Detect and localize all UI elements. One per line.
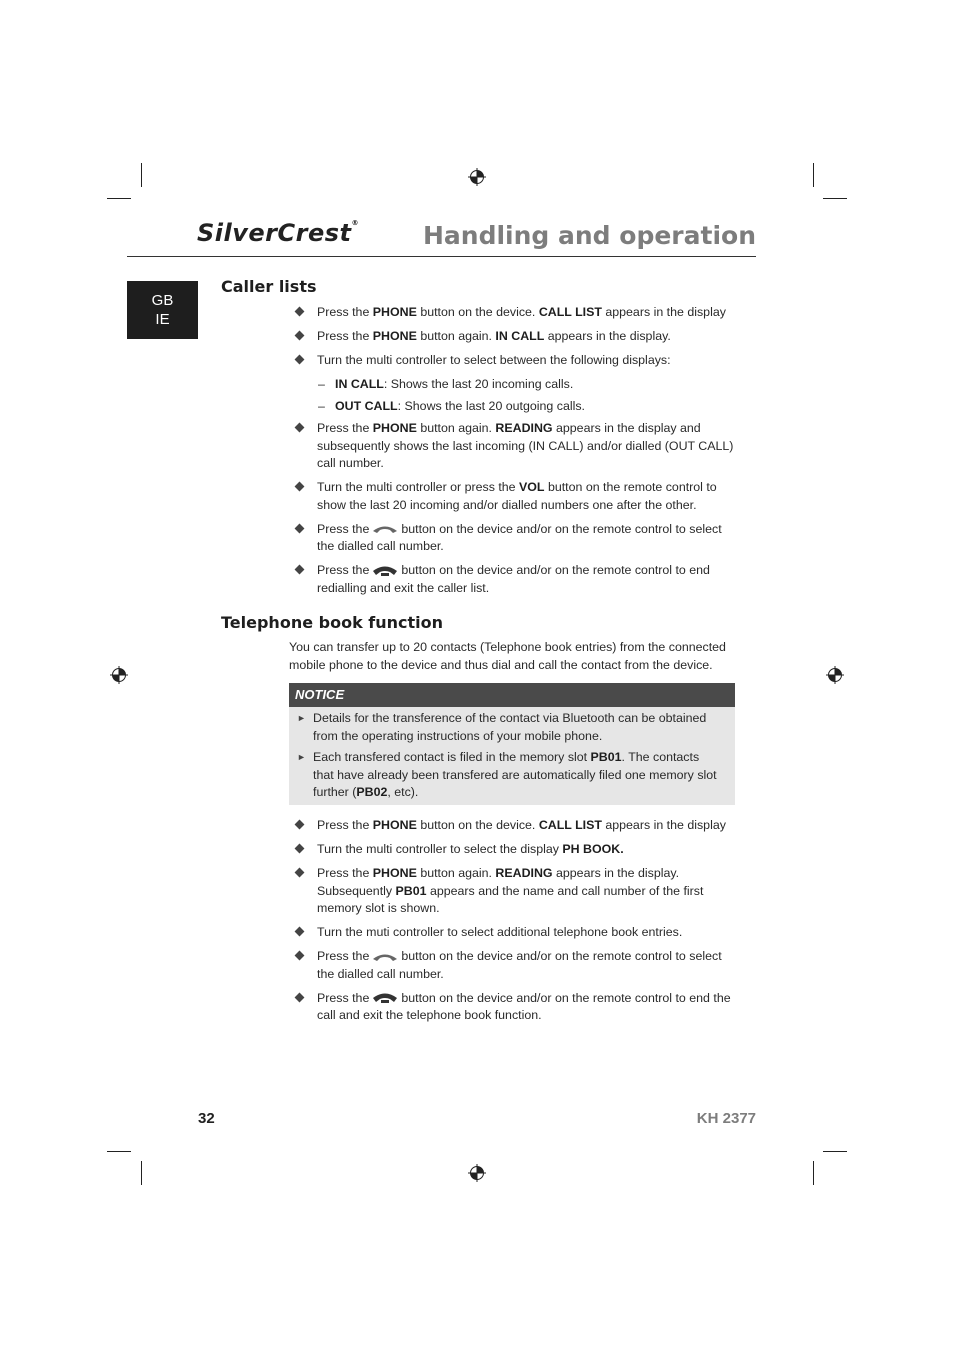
page-number: 32 [198,1110,215,1127]
list-item: Turn the muti controller to select additional telephone book entries. [293,924,739,942]
crop-mark [823,1151,847,1152]
crop-mark [141,1161,142,1185]
diamond-bullet-icon [295,927,305,937]
dash-bullet: – [318,377,325,391]
diamond-bullet-icon [295,307,305,317]
diamond-bullet-icon [295,868,305,878]
green-handset-icon [372,952,398,962]
notice-list [289,707,735,802]
brand-trademark: ® [351,219,359,227]
brand-logo [197,219,359,247]
arrow-bullet-icon: ► [297,752,306,762]
list-item: Turn the multi controller or press the VOL button on the remote control to show the last 20 incoming and/or dialled numbers one after the other. [293,479,739,514]
language-code: GB [151,292,174,309]
registration-mark-icon [826,666,844,684]
brand-name: SilverCrest [197,219,352,247]
red-handset-icon [372,565,398,577]
notice-box [289,683,735,805]
diamond-bullet-icon [295,523,305,533]
diamond-bullet-icon [295,482,305,492]
notice-label: NOTICE [289,683,735,707]
list-item: Turn the multi controller to select between the following displays: [293,352,739,370]
section-title-telephone-book: Telephone book function [221,613,444,632]
list-item: Press the PHONE button on the device. CALL LIST appears in the display [293,817,739,835]
model-number: KH 2377 [696,1110,756,1127]
registration-mark-icon [110,666,128,684]
section-title-caller-lists: Caller lists [221,277,317,296]
language-tab [127,281,198,339]
phonebook-steps [293,817,739,1031]
diamond-bullet-icon [295,820,305,830]
language-code: IE [155,311,170,328]
diamond-bullet-icon [295,992,305,1002]
list-item: Press the PHONE button again. READING appears in the display and subsequently shows the last incoming (IN CALL) and/or dialled (OUT CALL) call number. [293,420,739,473]
notice-item: ► Details for the transference of the contact via Bluetooth can be obtained from the operating instructions of your mobile phone. [297,711,707,743]
green-handset-icon [372,524,398,534]
diamond-bullet-icon [295,951,305,961]
list-item: Press the button on the device and/or on the remote control to select the dialled call number. [293,521,739,556]
sub-list-item: – IN CALL: Shows the last 20 incoming calls. [293,376,739,394]
list-item: Press the button on the device and/or on the remote control to select the dialled call number. [293,948,739,983]
list-item: Press the PHONE button again. IN CALL appears in the display. [293,328,739,346]
crop-mark [813,1161,814,1185]
crop-mark [141,163,142,187]
registration-mark-icon [468,1164,486,1182]
dash-bullet: – [318,399,325,413]
phonebook-intro: You can transfer up to 20 contacts (Telephone book entries) from the connected mobile phone to the device and thus dial and call the contact from the device. [289,640,726,672]
diamond-bullet-icon [295,423,305,433]
diamond-bullet-icon [295,565,305,575]
diamond-bullet-icon [295,355,305,365]
list-item: Press the button on the device and/or on the remote control to end the call and exit the telephone book function. [293,990,739,1025]
crop-mark [107,1151,131,1152]
registration-mark-icon [468,168,486,186]
crop-mark [107,198,131,199]
header-divider [127,256,756,257]
crop-mark [813,163,814,187]
diamond-bullet-icon [295,331,305,341]
crop-mark [823,198,847,199]
page-title: Handling and operation [422,221,756,250]
caller-lists-steps [293,304,739,604]
list-item: Press the PHONE button again. READING appears in the display. Subsequently PB01 appears and the name and call number of the first memory slot is shown. [293,865,739,918]
list-item: Turn the multi controller to select the display PH BOOK. [293,841,739,859]
list-item: Press the button on the device and/or on the remote control to end redialling and exit the caller list. [293,562,739,597]
sub-list-item: – OUT CALL: Shows the last 20 outgoing calls. [293,398,739,416]
list-item: Press the PHONE button on the device. CALL LIST appears in the display [293,304,739,322]
diamond-bullet-icon [295,844,305,854]
red-handset-icon [372,992,398,1004]
notice-item: ► Each transfered contact is filed in the memory slot PB01. The contacts that have already been transfered are automatically filed one memory slot further (PB02, etc). [297,750,717,799]
arrow-bullet-icon: ► [297,713,306,723]
